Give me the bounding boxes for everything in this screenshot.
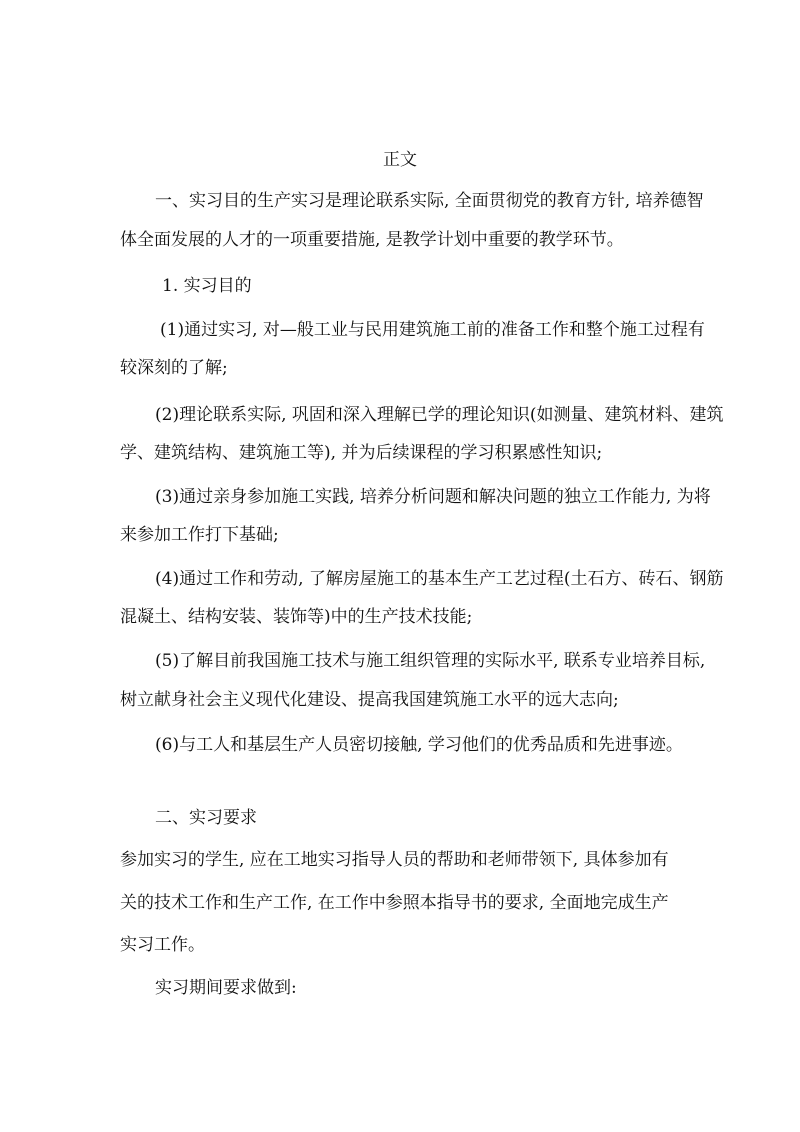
- paragraph-line: 混凝土、结构安装、装饰等)中的生产技术技能;: [120, 607, 473, 627]
- paragraph-line: (2)理论联系实际, 巩固和深入理解已学的理论知识(如测量、建筑材料、建筑: [155, 405, 724, 425]
- paragraph-line: 来参加工作打下基础;: [120, 525, 279, 545]
- paragraph-line: 体全面发展的人才的一项重要措施, 是教学计划中重要的教学环节。: [120, 230, 624, 250]
- paragraph-line: 树立献身社会主义现代化建设、提高我国建筑施工水平的远大志向;: [120, 690, 619, 710]
- paragraph-line: (4)通过工作和劳动, 了解房屋施工的基本生产工艺过程(土石方、砖石、钢筋: [155, 569, 724, 589]
- paragraph-line: 参加实习的学生, 应在工地实习指导人员的帮助和老师带领下, 具体参加有: [120, 850, 669, 870]
- section-heading: 二、实习要求: [155, 808, 257, 828]
- paragraph-line: 实习期间要求做到:: [155, 978, 297, 998]
- paragraph-line: 较深刻的了解;: [120, 358, 228, 378]
- paragraph-line: (6)与工人和基层生产人员密切接触, 学习他们的优秀品质和先进事迹。: [155, 735, 683, 755]
- paragraph-line: (5)了解目前我国施工技术与施工组织管理的实际水平, 联系专业培养目标,: [155, 651, 706, 671]
- paragraph-line: (3)通过亲身参加施工实践, 培养分析问题和解决问题的独立工作能力, 为将: [155, 487, 711, 507]
- paragraph-line: (1)通过实习, 对—般工业与民用建筑施工前的准备工作和整个施工过程有: [160, 320, 705, 340]
- page-title: 正文: [383, 150, 417, 170]
- section-heading: 1. 实习目的: [162, 276, 252, 296]
- paragraph-line: 关的技术工作和生产工作, 在工作中参照本指导书的要求, 全面地完成生产: [120, 893, 669, 913]
- paragraph-line: 实习工作。: [120, 935, 205, 955]
- paragraph-line: 一、实习目的生产实习是理论联系实际, 全面贯彻党的教育方针, 培养德智: [155, 191, 704, 211]
- paragraph-line: 学、建筑结构、建筑施工等), 并为后续课程的学习积累感性知识;: [120, 443, 603, 463]
